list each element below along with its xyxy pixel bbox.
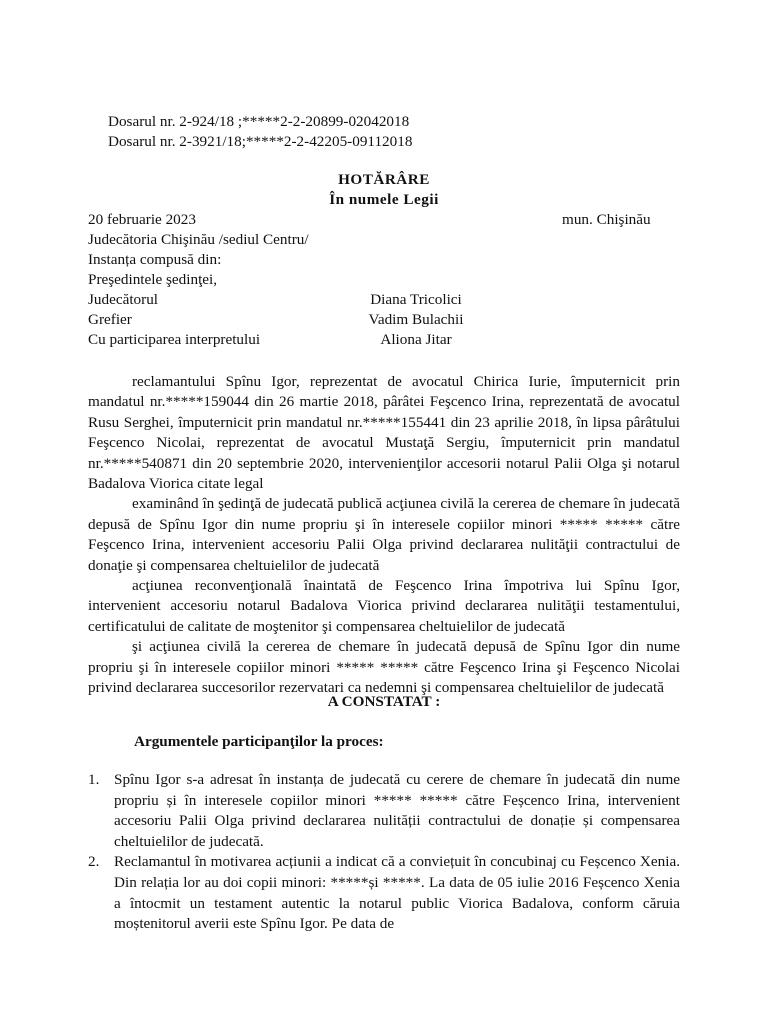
paragraph-parties: reclamantului Spînu Igor, reprezentat de avocatul Chirica Iurie, împuternicit prin mandatul nr.*****159044 din 26 martie 2018, pârâtei Feşcenco Irina, reprezentată de avocatul Rusu Serghei, împuternicit prin mandatul nr.*****155441 din 23 aprilie 2018, în lipsa pârâtului Feşcenco Nicolai, reprezentat de avocatul Mustaţă Sergiu, împuternicit prin mandatul nr.*****540871 din 20 septembrie 2020, intervenienţilor accesorii notarul Palii Olga şi notarul Badalova Viorica citate legal [88, 373, 680, 493]
decision-date: 20 februarie 2023 [88, 211, 196, 228]
paragraph-counterclaim: acţiunea reconvenţională înaintată de Feşcenco Irina împotriva lui Spînu Igor, intervenient accesoriu notarul Badalova Viorica privind declararea nulităţii testamentului, certificatului de calitate de moştenitor şi compensarea cheltuielilor de judecată [88, 577, 680, 635]
session-president: Preşedintele şedinţei, [88, 271, 218, 288]
list-item [88, 770, 680, 852]
list-item [88, 852, 680, 934]
court-name: Judecătoria Chişinău /sediul Centru/ [88, 231, 309, 248]
decision-city: mun. Chişinău [562, 211, 651, 228]
name-clerk: Vadim Bulachii [368, 311, 464, 328]
role-clerk: Grefier [88, 311, 132, 328]
section-subheading-arguments: Argumentele participanţilor la proces: [134, 733, 384, 750]
section-heading-constatat: A CONSTATAT : [327, 693, 441, 710]
case-number-1: Dosarul nr. 2-924/18 ;*****2-2-20899-02042018 [108, 113, 410, 130]
case-numbers [108, 112, 412, 152]
paragraph-examining: examinând în şedinţă de judecată publică acţiunea civilă la cererea de chemare în judecată depusă de Spînu Igor din nume propriu şi în interesele copiilor minori ***** ***** către Feşcenco Irina, intervenient accesoriu Palii Olga privind declararea nulităţii contractului de donaţie şi compensarea cheltuielilor de judecată [88, 495, 680, 574]
name-interpreter: Aliona Jitar [380, 331, 452, 348]
numbered-list [88, 770, 680, 935]
document-title: HOTĂRÂRE [338, 171, 430, 188]
list-item-text: Reclamantul în motivarea acțiunii a indicat că a conviețuit în concubinaj cu Feșcenco Xenia. Din relația lor au doi copii minori: *****și *****. La data de 05 iulie 2016 Feșcenco Xenia a întocmit un testament autentic la notarul public Viorica Badalova, conform căruia moștenitorul averii este Spînu Igor. Pe data de [114, 853, 680, 933]
list-item-text: Spînu Igor s-a adresat în instanța de judecată cu cerere de chemare în judecată din nume propriu și în interesele copiilor minori ***** ***** către Feșcenco Irina, intervenient accesoriu Palii Olga privind declararea nulității contractului de donație și compensarea cheltuielilor de judecată. [114, 771, 680, 850]
document-body [88, 372, 680, 699]
court-composition: Instanța compusă din: [88, 251, 222, 268]
role-judge: Judecătorul [88, 291, 159, 308]
document-subtitle: În numele Legii [329, 191, 439, 208]
case-number-2: Dosarul nr. 2-3921/18;*****2-2-42205-09112018 [108, 133, 413, 150]
list-item-number: 2. [88, 853, 100, 871]
list-item-number: 1. [88, 771, 100, 788]
role-interpreter: Cu participarea interpretului [88, 331, 261, 348]
paragraph-second-action: şi acţiunea civilă la cererea de chemare în judecată depusă de Spînu Igor din nume propriu şi în interesele copiilor minori ***** ***** către Feşcenco Irina şi Feşcenco Nicolai privind declararea succesorilor rezervatari ca nedemni şi compensarea cheltuielilor de judecată [88, 638, 680, 697]
name-judge: Diana Tricolici [370, 291, 462, 308]
